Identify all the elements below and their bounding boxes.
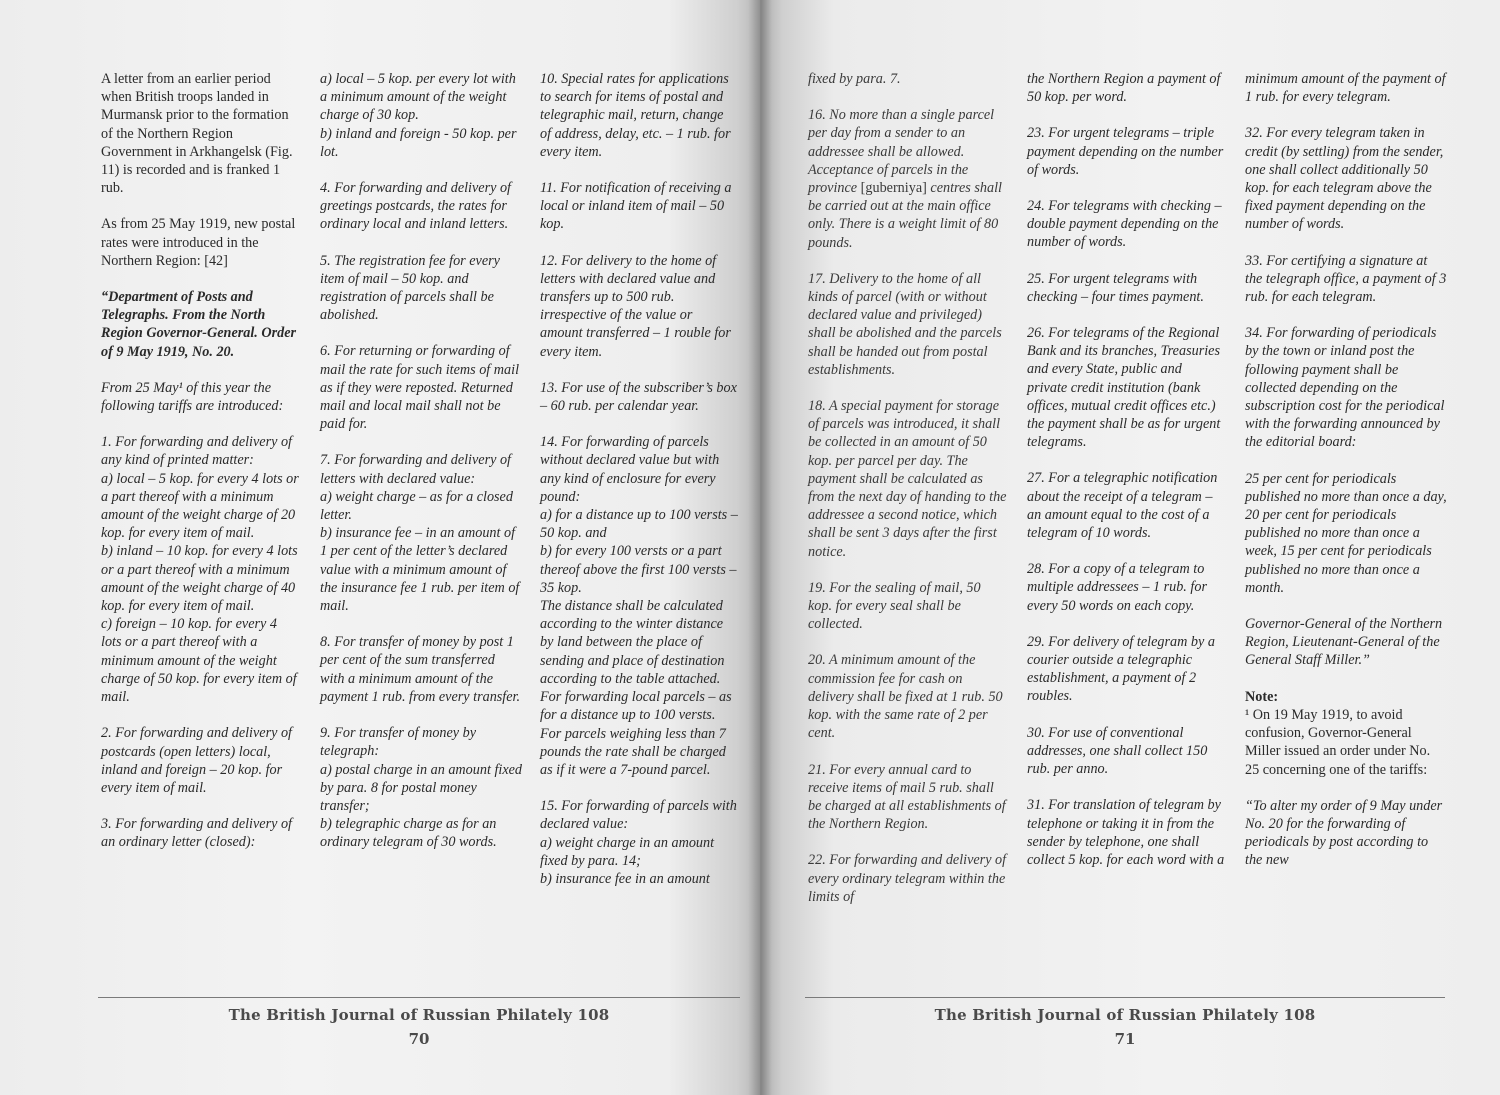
- tariff-item-14: 14. For forwarding of parcels without declared value but with any kind of enclosure for every pound: a) for a distance up to 100 versts – 50 kop. and b) for every 100 versts or a part thereof above the first 100 versts – 35 kop. The distance shall be calculated according to the winter distance by land between the place of sending and place of destination according to the table attached. For forwarding local parcels – as for a distance up to 100 versts. For parcels weighing less than 7 pounds the rate shall be charged as if it were a 7-pound parcel.: [540, 434, 738, 778]
- tariff-item-31: 31. For translation of telegram by telephone or taking it in from the sender by telephone, one shall collect 5 kop. for each word with a: [1027, 797, 1225, 868]
- note-heading: Note:: [1245, 688, 1279, 705]
- right-column-2: [1027, 70, 1225, 887]
- note-text: ¹ On 19 May 1919, to avoid confusion, Governor-General Miller issued an order under No. 25 concerning one of the tariffs:: [1245, 706, 1431, 778]
- tariff-item-2: 2. For forwarding and delivery of postcards (open letters) local, inland and foreign – 20 kop. for every item of mail.: [101, 725, 292, 796]
- page-number: 71: [1114, 1030, 1136, 1048]
- tariff-item-20: 20. A minimum amount of the commission fee for cash on delivery shall be fixed at 1 rub. 50 kop. with the same rate of 2 per cent.: [808, 652, 1003, 742]
- footer-rule: [98, 997, 740, 998]
- journal-title: The British Journal of Russian Philately 108: [228, 1006, 610, 1024]
- tariff-item-23: 23. For urgent telegrams – triple payment depending on the number of words.: [1027, 125, 1224, 178]
- paragraph: fixed by para. 7.: [808, 71, 901, 87]
- tariff-item-11: 11. For notification of receiving a local or inland item of mail – 50 kop.: [540, 180, 732, 233]
- tariff-item-25: 25. For urgent telegrams with checking – four times payment.: [1027, 270, 1204, 305]
- tariff-item-5: 5. The registration fee for every item of mail – 50 kop. and registration of parcels shall be abolished.: [320, 252, 500, 324]
- tariff-item-10: 10. Special rates for applications to search for items of postal and telegraphic mail, return, change of address, delay, etc. – 1 rub. for every item.: [540, 71, 731, 160]
- tariff-item-19: 19. For the sealing of mail, 50 kop. for every seal shall be collected.: [808, 579, 981, 633]
- left-column-3: [540, 70, 738, 906]
- right-column-1: [808, 70, 1008, 924]
- tariff-item-33: 33. For certifying a signature at the telegraph office, a payment of 3 rub. for each telegram.: [1245, 252, 1447, 306]
- left-footer: [98, 1006, 740, 1048]
- tariff-item-4: 4. For forwarding and delivery of greetings postcards, the rates for ordinary local and inland letters.: [320, 180, 511, 233]
- tariff-item-7: 7. For forwarding and delivery of letters with declared value: a) weight charge – as for a closed letter. b) insurance fee – in an amount of 1 per cent of the letter’s declared value with a minimum amount of the insurance fee 1 rub. per item of mail.: [320, 452, 520, 615]
- paragraph: a) local – 5 kop. per every lot with a minimum amount of the weight charge of 30 kop. b) inland and foreign - 50 kop. per lot.: [320, 71, 517, 160]
- tariff-item-21: 21. For every annual card to receive items of mail 5 rub. shall be charged at all establishments of the Northern Region.: [808, 761, 1006, 833]
- tariff-item-28: 28. For a copy of a telegram to multiple addressees – 1 rub. for every 50 words on each copy.: [1027, 561, 1207, 614]
- tariff-item-32: 32. For every telegram taken in credit (by settling) from the sender, one shall collect additionally 50 kop. for each telegram above the fixed payment depending on the number of words.: [1245, 125, 1444, 233]
- tariff-item-26: 26. For telegrams of the Regional Bank and its branches, Treasuries and every State, public and private credit institution (bank offices, mutual credit offices etc.) the payment shall be as for urgent telegrams.: [1027, 325, 1221, 451]
- paragraph: 25 per cent for periodicals published no more than once a day, 20 per cent for periodicals published no more than once a week, 15 per cent for periodicals published no more than once a month.: [1245, 470, 1447, 596]
- tariff-item-16: [808, 106, 1008, 252]
- tariff-item-22: 22. For forwarding and delivery of every ordinary telegram within the limits of: [808, 852, 1007, 905]
- tariff-item-17: 17. Delivery to the home of all kinds of parcel (with or without declared value and privileged) shall be abolished and the parcels shall be handed out from postal establishments.: [808, 270, 1002, 378]
- tariff-item-6: 6. For returning or forwarding of mail the rate for such items of mail as if they were reposted. Returned mail and local mail shall not be paid for.: [320, 343, 520, 433]
- tariff-item-8: 8. For transfer of money by post 1 per cent of the sum transferred with a minimum amount of the payment 1 rub. from every transfer.: [320, 634, 521, 705]
- tariff-item-3: 3. For forwarding and delivery of an ordinary letter (closed):: [101, 816, 292, 851]
- tariff-item-13: 13. For use of the subscriber’s box – 60 rub. per calendar year.: [540, 379, 737, 415]
- tariff-item-15: 15. For forwarding of parcels with declared value: a) weight charge in an amount fixed by para. 14; b) insurance fee in an amount: [540, 798, 737, 887]
- text-span: centres shall be carried out at the main office only. There is a weight limit of 80 pounds.: [808, 180, 1002, 251]
- quote-paragraph: “To alter my order of 9 May under No. 20 for the forwarding of periodicals by post according to the new: [1245, 797, 1443, 869]
- tariff-item-29: 29. For delivery of telegram by a courier outside a telegraphic establishment, a payment of 2 roubles.: [1027, 633, 1215, 705]
- tariff-item-1: 1. For forwarding and delivery of any kind of printed matter: a) local – 5 kop. for every 4 lots or a part thereof with a minimum amount of the weight charge of 20 kop. for every item of mail. b) inland – 10 kop. for every 4 lots or a part thereof with a minimum amount of the weight charge of 40 kop. for every item of mail. c) foreign – 10 kop. for every 4 lots or a part thereof with a minimum amount of the weight charge of 50 kop. for every item of mail.: [101, 434, 299, 706]
- paragraph: A letter from an earlier period when British troops landed in Murmansk prior to the formation of the Northern Region Government in Arkhangelsk (Fig. 11) is recorded and is franked 1 rub.: [101, 71, 293, 197]
- footer-rule: [805, 997, 1445, 998]
- tariff-item-30: 30. For use of conventional addresses, one shall collect 150 rub. per anno.: [1027, 724, 1208, 778]
- left-column-1: [101, 70, 299, 870]
- page-number: 70: [408, 1030, 430, 1048]
- tariff-item-34: 34. For forwarding of periodicals by the town or inland post the following payment shall be collected depending on the subscription cost for the periodical with the forwarding announced by the editorial board:: [1245, 325, 1445, 451]
- tariff-item-12: 12. For delivery to the home of letters with declared value and transfers up to 500 rub. irrespective of the value or amount transferred – 1 rouble for every item.: [540, 252, 731, 360]
- tariff-item-27: 27. For a telegraphic notification about the receipt of a telegram – an amount equal to the cost of a telegram of 10 words.: [1027, 470, 1218, 542]
- book-gutter: [748, 0, 772, 1095]
- right-footer: [805, 1006, 1445, 1048]
- paragraph: From 25 May¹ of this year the following tariffs are introduced:: [101, 379, 284, 415]
- text-span: [guberniya]: [860, 180, 927, 197]
- order-heading: “Department of Posts and Telegraphs. From the North Region Governor-General. Order of 9 May 1919, No. 20.: [101, 289, 297, 360]
- paragraph: As from 25 May 1919, new postal rates were introduced in the Northern Region: [42]: [101, 216, 296, 269]
- text-span: 16. No more than a single parcel per day from a sender to an addressee shall be allowed. Acceptance of parcels in the province: [808, 107, 995, 197]
- right-column-3: [1245, 70, 1447, 888]
- journal-title: The British Journal of Russian Philately 108: [934, 1006, 1316, 1024]
- paragraph: the Northern Region a payment of 50 kop. per word.: [1027, 71, 1221, 106]
- signature-paragraph: Governor-General of the Northern Region, Lieutenant-General of the General Staff Miller.”: [1245, 616, 1443, 669]
- paragraph: minimum amount of the payment of 1 rub. for every telegram.: [1245, 71, 1446, 106]
- tariff-item-9: 9. For transfer of money by telegraph: a) postal charge in an amount fixed by para. 8 for postal money transfer; b) telegraphic charge as for an ordinary telegram of 30 words.: [320, 725, 523, 851]
- tariff-item-24: 24. For telegrams with checking – double payment depending on the number of words.: [1027, 198, 1222, 251]
- left-column-2: [320, 70, 522, 870]
- tariff-item-18: 18. A special payment for storage of parcels was introduced, it shall be collected in an amount of 50 kop. per parcel per day. The payment shall be calculated as from the next day of handing to the addressee a second notice, which shall be sent 3 days after the first notice.: [808, 398, 1007, 560]
